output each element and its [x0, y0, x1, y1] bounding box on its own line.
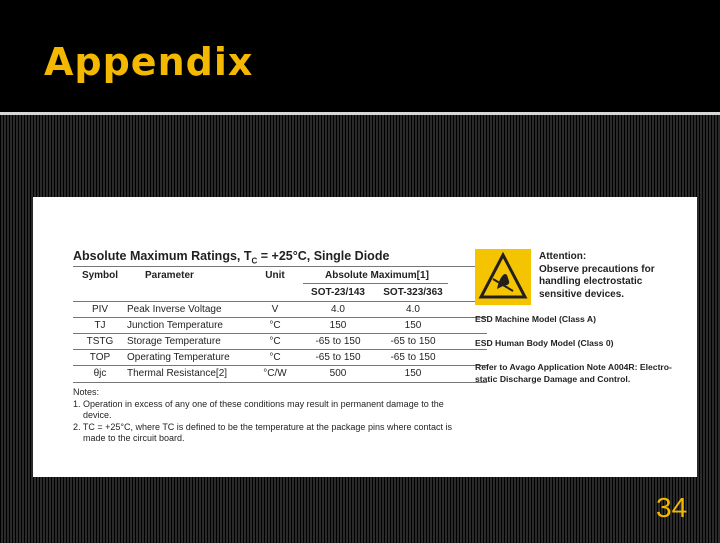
table-cell-symbol: TOP [89, 352, 111, 363]
note-2-continued: made to the circuit board. [83, 433, 185, 443]
esd-warning-icon [475, 249, 531, 305]
header-unit: Unit [265, 270, 285, 281]
table-cell-unit: °C [269, 336, 281, 347]
notes-label: Notes: [73, 387, 100, 397]
row-rule [73, 365, 487, 366]
attention-line: sensitive devices. [539, 288, 625, 300]
header-mid-rule [303, 283, 448, 284]
header-parameter: Parameter [145, 270, 194, 281]
esd-machine-model: ESD Machine Model (Class A) [475, 314, 596, 324]
esd-human-body-model: ESD Human Body Model (Class 0) [475, 338, 614, 348]
table-cell-sot23: -65 to 150 [315, 336, 361, 347]
note-1: 1. Operation in excess of any one of these conditions may result in permanent damage to the [73, 398, 444, 409]
note-1-continued: device. [83, 410, 112, 420]
table-bottom-rule [73, 382, 487, 383]
row-rule [73, 317, 487, 318]
table-cell-sot23: 500 [329, 368, 347, 379]
title-bar [0, 0, 720, 112]
note-2: 2. TC = +25°C, where TC is defined to be the temperature at the package pins where contact is [73, 421, 452, 432]
row-rule [73, 349, 487, 350]
attention-line: Attention: [539, 251, 587, 262]
table-cell-sot23: -65 to 150 [315, 352, 361, 363]
table-cell-unit: °C [269, 320, 281, 331]
table-cell-sot323: 4.0 [406, 304, 420, 315]
table-cell-sot23: 150 [329, 320, 347, 331]
attention-text [539, 251, 659, 301]
table-cell-symbol: θjc [93, 368, 107, 379]
table-cell-parameter: Junction Temperature [127, 320, 223, 331]
table-cell-unit: V [271, 304, 279, 315]
row-rule [73, 333, 487, 334]
table-cell-unit: °C/W [263, 368, 287, 379]
page-number: 34 [656, 492, 688, 523]
table-cell-symbol: PIV [91, 304, 109, 315]
ratings-table-heading: Absolute Maximum Ratings, $T_C = +25^\circ C$, Single Diode [73, 249, 390, 266]
table-top-rule [73, 266, 487, 267]
header-absolute-maximum: Absolute Maximum[1] [325, 270, 429, 281]
slide-title: Appendix [44, 40, 254, 84]
header-sot323: SOT-323/363 [383, 287, 443, 298]
table-cell-parameter: Thermal Resistance[2] [127, 368, 228, 379]
table-cell-sot323: 150 [404, 368, 422, 379]
table-cell-parameter: Storage Temperature [127, 336, 221, 347]
application-note-reference [475, 362, 690, 385]
datasheet-image-panel [33, 197, 697, 477]
refer-line: static Discharge Damage and Control. [475, 373, 631, 384]
table-cell-sot323: -65 to 150 [390, 336, 436, 347]
table-cell-symbol: TJ [94, 320, 106, 331]
header-bottom-rule [73, 301, 487, 302]
notes-block [73, 387, 493, 445]
table-cell-parameter: Peak Inverse Voltage [127, 304, 222, 315]
table-cell-unit: °C [269, 352, 281, 363]
table-cell-parameter: Operating Temperature [127, 352, 230, 363]
table-cell-sot23: 4.0 [331, 304, 345, 315]
table-cell-sot323: -65 to 150 [390, 352, 436, 363]
table-cell-sot323: 150 [404, 320, 422, 331]
table-cell-symbol: TSTG [86, 336, 114, 347]
attention-line: handling electrostatic [539, 276, 643, 287]
refer-line: Refer to Avago Application Note A004R: Electro- [475, 362, 672, 372]
header-sot23: SOT-23/143 [311, 287, 365, 298]
header-symbol: Symbol [81, 270, 119, 281]
attention-line: Observe precautions for [539, 263, 655, 275]
